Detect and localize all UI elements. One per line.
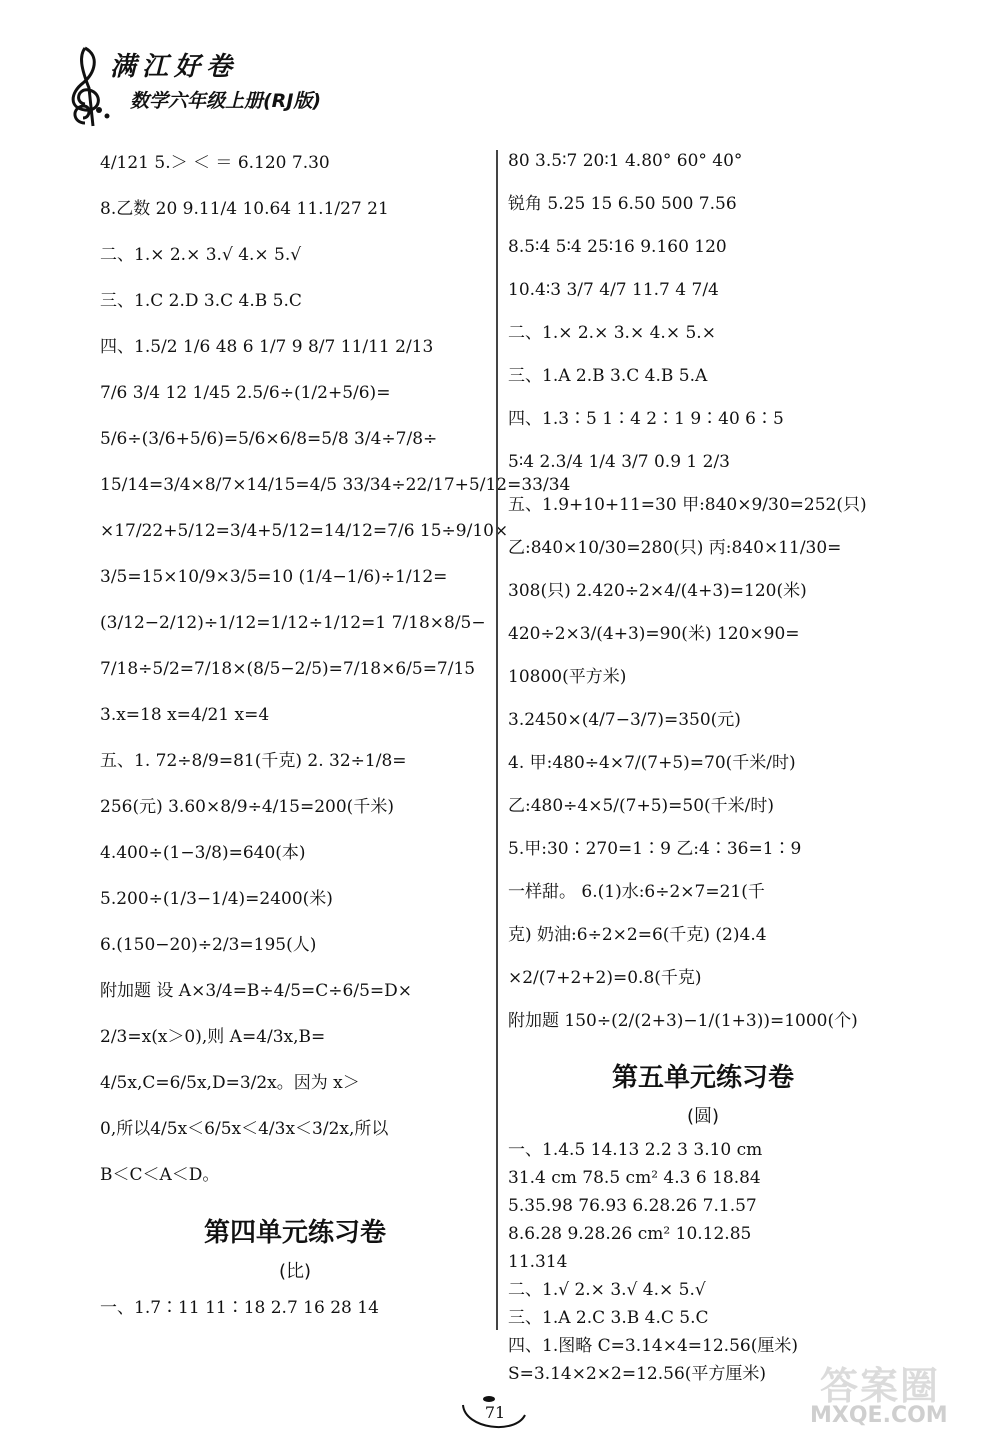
answer-line: 5.甲:30∶270=1∶9 乙:4∶36=1∶9: [508, 839, 802, 859]
right-column: [508, 140, 898, 1388]
answer-line: 8.6.28 9.28.26 cm² 10.12.85: [508, 1224, 752, 1244]
watermark: [810, 1355, 995, 1435]
answer-line: 四、1.3∶5 1∶4 2∶1 9∶40 6∶5: [508, 409, 784, 429]
answer-line: 80 3.5∶7 20∶1 4.80° 60° 40°: [508, 151, 743, 171]
answer-line: 二、1.× 2.× 3.× 4.× 5.×: [508, 323, 716, 343]
answer-line: 3.2450×(4/7−3/7)=350(元): [508, 710, 741, 730]
answer-line: 五、1. 72÷8/9=81(千克) 2. 32÷1/8=: [100, 751, 407, 771]
answer-line: 8.乙数 20 9.11/4 10.64 11.1/27 21: [100, 199, 389, 219]
unit5-title: 第五单元练习卷: [611, 1063, 794, 1093]
answer-line: 四、1.5/2 1/6 48 6 1/7 9 8/7 11/11 2/13: [100, 337, 434, 357]
answer-line: 3/5=15×10/9×3/5=10 (1/4−1/6)÷1/12=: [100, 567, 448, 587]
answer-line: B＜C＜A＜D。: [100, 1165, 220, 1185]
answer-line: 5/6÷(3/6+5/6)=5/6×6/8=5/8 3/4÷7/8÷: [100, 429, 438, 449]
answer-line: 5∶4 2.3/4 1/4 3/7 0.9 1 2/3: [508, 452, 730, 472]
answer-line: (3/12−2/12)÷1/12=1/12÷1/12=1 7/18×8/5−: [100, 613, 486, 633]
answer-line: 锐角 5.25 15 6.50 500 7.56: [508, 194, 737, 214]
answer-line: 11.314: [508, 1252, 568, 1272]
page-number: 71: [484, 1403, 506, 1422]
watermark-site: MXQE.COM: [810, 1403, 948, 1428]
answer-line: 一、1.7∶11 11∶18 2.7 16 28 14: [100, 1298, 379, 1318]
answer-line: ×2/(7+2+2)=0.8(千克): [508, 968, 702, 988]
answer-line: 附加题 设 A×3/4=B÷4/5=C÷6/5=D×: [100, 981, 413, 1001]
unit5-subtitle: (圆): [686, 1106, 720, 1127]
answer-line: 420÷2×3/(4+3)=90(米) 120×90=: [508, 624, 800, 644]
answer-line: 4/121 5.＞ ＜ ＝ 6.120 7.30: [100, 153, 330, 173]
page-header: [55, 38, 375, 128]
answer-line: 乙:480÷4×5/(7+5)=50(千米/时): [508, 796, 775, 816]
unit5-answer-lines: [508, 1136, 898, 1388]
watermark-logo: 答案圈: [820, 1364, 941, 1408]
book-title: 数学六年级上册(RJ版): [130, 90, 322, 112]
answer-line: 5.200÷(1/3−1/4)=2400(米): [100, 889, 333, 909]
answer-line: 4.400÷(1−3/8)=640(本): [100, 843, 306, 863]
answer-line: 6.(150−20)÷2/3=195(人): [100, 935, 317, 955]
answer-line: 308(只) 2.420÷2×4/(4+3)=120(米): [508, 581, 807, 601]
answer-line: 256(元) 3.60×8/9÷4/15=200(千米): [100, 797, 394, 817]
answer-line: 一样甜。 6.(1)水:6÷2×7=21(千: [508, 882, 765, 902]
answer-line: 2/3=x(x＞0),则 A=4/3x,B=: [100, 1027, 326, 1047]
unit4-answer-lines: [100, 1291, 490, 1325]
answer-line: 5.35.98 76.93 6.28.26 7.1.57: [508, 1196, 757, 1216]
answer-line: 0,所以4/5x＜6/5x＜4/3x＜3/2x,所以: [100, 1119, 389, 1139]
series-title: 满江好卷: [110, 52, 239, 82]
answer-line: 乙:840×10/30=280(只) 丙:840×11/30=: [508, 538, 842, 558]
column-divider: [496, 150, 498, 1330]
answer-line: 三、1.A 2.C 3.B 4.C 5.C: [508, 1308, 709, 1328]
answer-line: 10800(平方米): [508, 667, 627, 687]
answer-line: 10.4∶3 3/7 4/7 11.7 4 7/4: [508, 280, 719, 300]
unit4-title: 第四单元练习卷: [203, 1218, 386, 1248]
answer-line: 四、1.图略 C=3.14×4=12.56(厘米): [508, 1336, 798, 1356]
right-answer-lines: [508, 140, 898, 1043]
page-number-badge: [455, 1395, 535, 1435]
answer-line: 五、1.9+10+11=30 甲:840×9/30=252(只): [508, 495, 867, 515]
answer-line: 15/14=3/4×8/7×14/15=4/5 33/34÷22/17+5/12=33/34: [100, 475, 571, 495]
treble-clef-icon: [55, 38, 115, 128]
answer-line: 7/18÷5/2=7/18×(8/5−2/5)=7/18×6/5=7/15: [100, 659, 476, 679]
answer-line: S=3.14×2×2=12.56(平方厘米): [508, 1364, 767, 1384]
answer-line: 31.4 cm 78.5 cm² 4.3 6 18.84: [508, 1168, 761, 1188]
answer-line: 4/5x,C=6/5x,D=3/2x。因为 x＞: [100, 1073, 360, 1093]
answer-line: 4. 甲:480÷4×7/(7+5)=70(千米/时): [508, 753, 796, 773]
unit4-subtitle: (比): [278, 1261, 312, 1282]
answer-line: 三、1.C 2.D 3.C 4.B 5.C: [100, 291, 302, 311]
answer-line: 附加题 150÷(2/(2+3)−1/(1+3))=1000(个): [508, 1011, 858, 1031]
answer-line: 8.5∶4 5∶4 25∶16 9.160 120: [508, 237, 727, 257]
answer-line: 一、1.4.5 14.13 2.2 3 3.10 cm: [508, 1140, 763, 1160]
answer-line: 3.x=18 x=4/21 x=4: [100, 705, 270, 725]
answer-line: 三、1.A 2.B 3.C 4.B 5.A: [508, 366, 708, 386]
answer-line: 7/6 3/4 12 1/45 2.5/6÷(1/2+5/6)=: [100, 383, 391, 403]
answer-line: 克) 奶油:6÷2×2=6(千克) (2)4.4: [508, 925, 767, 945]
answer-line: ×17/22+5/12=3/4+5/12=14/12=7/6 15÷9/10×: [100, 521, 509, 541]
answer-line: 二、1.√ 2.× 3.√ 4.× 5.√: [508, 1280, 706, 1300]
answer-line: 二、1.× 2.× 3.√ 4.× 5.√: [100, 245, 302, 265]
